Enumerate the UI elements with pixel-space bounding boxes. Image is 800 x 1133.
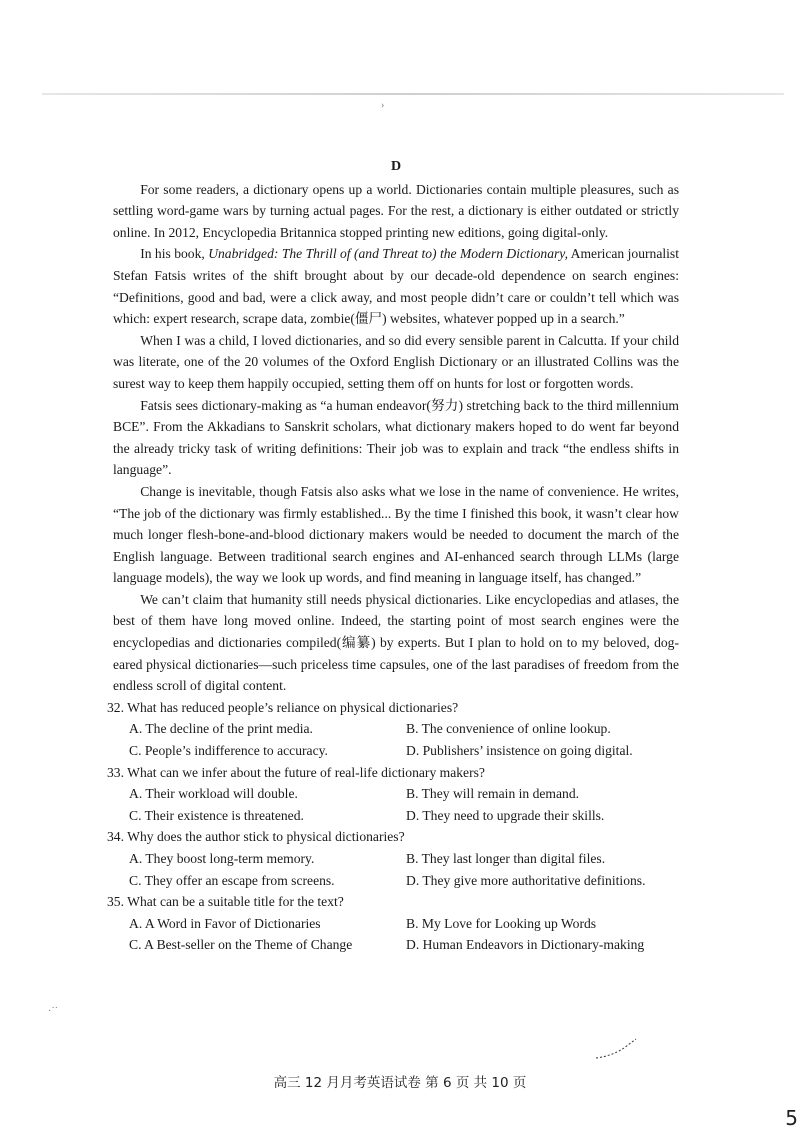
option-b: B. My Love for Looking up Words: [406, 915, 597, 931]
scan-speck: ·˙˙: [48, 1006, 58, 1017]
section-label: D: [390, 159, 402, 174]
scan-speck: ›: [381, 100, 385, 111]
option-c: C. Their existence is threatened.: [129, 807, 304, 823]
paragraph-2-lead: In his book,: [140, 246, 209, 262]
option-d: D. They give more authoritative definitions.: [406, 872, 646, 888]
pen-stroke-mark: [594, 1036, 640, 1062]
corner-page-number: 5: [785, 1106, 798, 1130]
question-34: [107, 826, 679, 891]
passage-paragraph-3: When I was a child, I loved dictionaries, and so did every sensible parent in Calcutta. If your child was literate, one of the 20 volumes of the Oxford English Dictionary or an illustrated Collins was the surest way to keep them happily occupied, setting them off on hunts for lost or forgotten words.: [113, 332, 679, 391]
option-d: D. Human Endeavors in Dictionary-making: [406, 937, 645, 953]
question-stem: 32. What has reduced people’s reliance on physical dictionaries?: [107, 699, 459, 715]
question-list: [107, 697, 679, 956]
option-a: A. They boost long-term memory.: [129, 851, 315, 866]
option-c: C. A Best-seller on the Theme of Change: [129, 937, 353, 953]
passage-paragraph-1: For some readers, a dictionary opens up a world. Dictionaries contain multiple pleasures, such as settling word-game wars by turning actual pages. For the rest, a dictionary is either outdated or strictly online. In 2012, Encyclopedia Britannica stopped printing new editions, going digital-only.: [113, 181, 679, 240]
question-32: [107, 697, 679, 762]
book-title: Unabridged: The Thrill of (and Threat to) the Modern Dictionary,: [208, 246, 568, 262]
option-a: A. The decline of the print media.: [129, 721, 313, 737]
question-stem: 34. Why does the author stick to physical dictionaries?: [107, 829, 405, 845]
option-b: B. They will remain in demand.: [406, 786, 580, 802]
question-stem: 35. What can be a suitable title for the text?: [107, 894, 344, 910]
top-divider: [42, 93, 784, 95]
option-d: D. Publishers’ insistence on going digital.: [406, 743, 633, 759]
question-35: [107, 891, 679, 956]
question-stem: 33. What can we infer about the future of real-life dictionary makers?: [107, 764, 485, 780]
option-c: C. People’s indifference to accuracy.: [129, 743, 328, 759]
option-b: B. The convenience of online lookup.: [406, 721, 611, 737]
page-footer: 高三 12 月月考英语试卷 第 6 页 共 10 页: [273, 1075, 527, 1091]
question-33: [107, 762, 679, 827]
passage-paragraph-4: Fatsis sees dictionary-making as “a human endeavor(努力) stretching back to the third millennium BCE”. From the Akkadians to Sanskrit scholars, what dictionary makers hoped to do went far beyond the already tricky task of writing definitions: Their job was to explain and track “the endless shifts in language”.: [113, 397, 679, 478]
option-d: D. They need to upgrade their skills.: [406, 807, 605, 823]
passage-paragraph-2: [113, 243, 679, 329]
option-c: C. They offer an escape from screens.: [129, 872, 335, 888]
passage-paragraph-5: Change is inevitable, though Fatsis also asks what we lose in the name of convenience. He writes, “The job of the dictionary was firmly established... By the time I finished this book, it wasn’t clear how much longer flesh-bone-and-blood dictionary makers would be needed to document the march of the English language. Between traditional search engines and AI-enhanced search through LLMs (large language models), the way we look up words, and find meaning in language itself, has changed.”: [113, 483, 679, 586]
option-b: B. They last longer than digital files.: [406, 851, 606, 866]
exam-page: [107, 156, 679, 956]
option-a: A. A Word in Favor of Dictionaries: [129, 915, 321, 931]
option-a: A. Their workload will double.: [129, 786, 298, 802]
passage-paragraph-6: We can’t claim that humanity still needs physical dictionaries. Like encyclopedias and atlases, the best of them have long moved online. Indeed, the starting point of most search engines were the encyclopedias and dictionaries compiled(编纂) by experts. But I plan to hold on to my beloved, dog-eared physical dictionaries—such priceless time capsules, one of the last paradises of freedom from the endless scroll of digital content.: [113, 591, 679, 694]
paragraph-2-body: American journalist Stefan Fatsis writes of the shift brought about by our decade-old dependence on search engines: “Definitions, good and bad, were a click away, and most people didn’t care or couldn’t tell which was which: expert research, scrape data, zombie(僵尸) websites, whatever popped up in a search.”: [113, 246, 679, 327]
